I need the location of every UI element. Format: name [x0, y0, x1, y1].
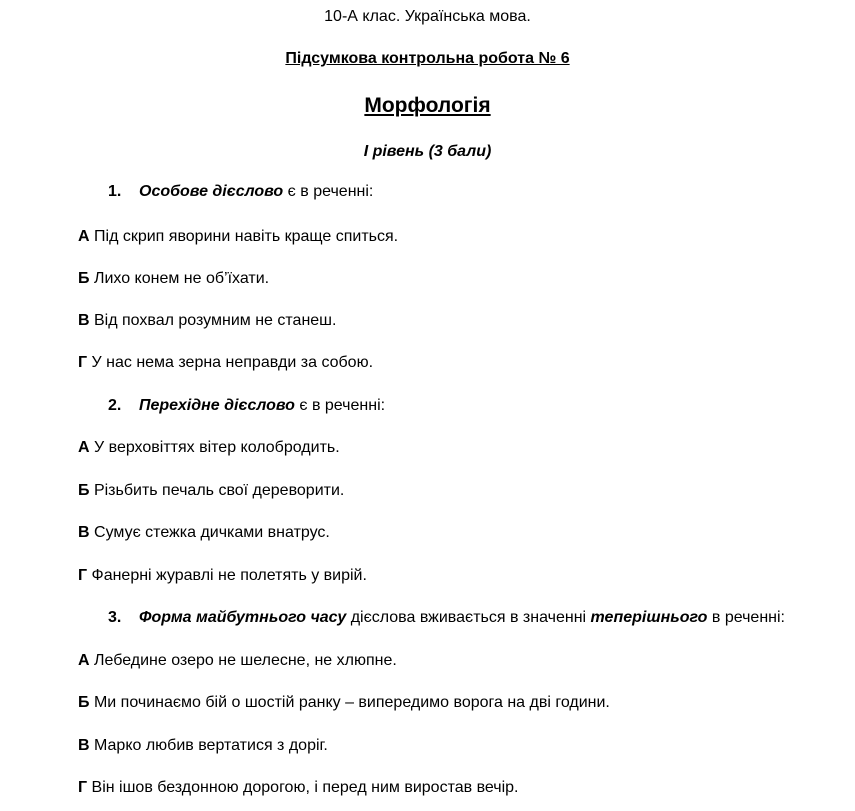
option-letter: В — [78, 737, 90, 754]
option-1a — [78, 227, 398, 247]
question-3 — [108, 608, 785, 628]
option-text: Лихо конем не об’їхати. — [89, 270, 270, 287]
question-emphasis: Особове дієслово — [139, 183, 284, 200]
topic-title: Морфологія — [364, 94, 491, 117]
option-2b — [78, 481, 344, 501]
option-letter: В — [78, 312, 90, 329]
question-number: 1. — [108, 183, 122, 200]
option-letter: А — [78, 439, 90, 456]
option-letter: В — [78, 524, 90, 541]
question-2 — [108, 396, 385, 416]
option-text: Фанерні журавлі не полетять у вирій. — [87, 567, 367, 584]
option-1b — [78, 269, 269, 289]
level-title: І рівень (3 бали) — [363, 143, 492, 160]
option-3a — [78, 651, 397, 671]
option-letter: Б — [78, 694, 90, 711]
option-letter: А — [78, 228, 90, 245]
option-letter: Г — [78, 567, 88, 584]
option-letter: А — [78, 652, 90, 669]
question-emphasis-2: теперішнього — [590, 609, 708, 626]
option-2c — [78, 523, 330, 543]
question-emphasis: Перехідне дієслово — [139, 397, 295, 414]
option-text: Від похвал розумним не станеш. — [89, 312, 337, 329]
option-text: Сумує стежка дичками внатрус. — [89, 524, 330, 541]
question-text: є в реченні: — [283, 183, 374, 200]
option-text: Ми починаємо бій о шостій ранку – випередимо ворога на дві години. — [89, 694, 610, 711]
question-text: є в реченні: — [294, 397, 386, 414]
option-2a — [78, 438, 340, 458]
question-number: 3. — [108, 609, 122, 626]
option-text: Різьбить печаль свої дереворити. — [89, 482, 345, 499]
option-letter: Г — [78, 354, 88, 371]
option-1d — [78, 353, 373, 373]
option-letter: Г — [78, 779, 88, 796]
option-text: У нас нема зерна неправди за собою. — [87, 354, 374, 371]
question-text-end: в реченні: — [707, 609, 785, 626]
option-text: Марко любив вертатися з доріг. — [89, 737, 328, 754]
option-letter: Б — [78, 270, 90, 287]
class-subject-line: 10-А клас. Українська мова. — [324, 8, 531, 25]
option-letter: Б — [78, 482, 90, 499]
question-number: 2. — [108, 397, 122, 414]
option-3c — [78, 736, 328, 756]
option-1c — [78, 311, 336, 331]
option-3b — [78, 693, 610, 713]
option-text: Лебедине озеро не шелесне, не хлюпне. — [89, 652, 397, 669]
option-3d — [78, 778, 519, 798]
option-2d — [78, 566, 367, 586]
option-text: Він ішов бездонною дорогою, і перед ним виростав вечір. — [87, 779, 519, 796]
option-text: Під скрип яворини навіть краще спиться. — [89, 228, 399, 245]
question-text: дієслова вживається в значенні — [346, 609, 591, 626]
question-emphasis: Форма майбутнього часу — [139, 609, 347, 626]
option-text: У верховіттях вітер колобродить. — [89, 439, 340, 456]
question-1 — [108, 182, 373, 202]
test-title: Підсумкова контрольна робота № 6 — [285, 50, 570, 67]
